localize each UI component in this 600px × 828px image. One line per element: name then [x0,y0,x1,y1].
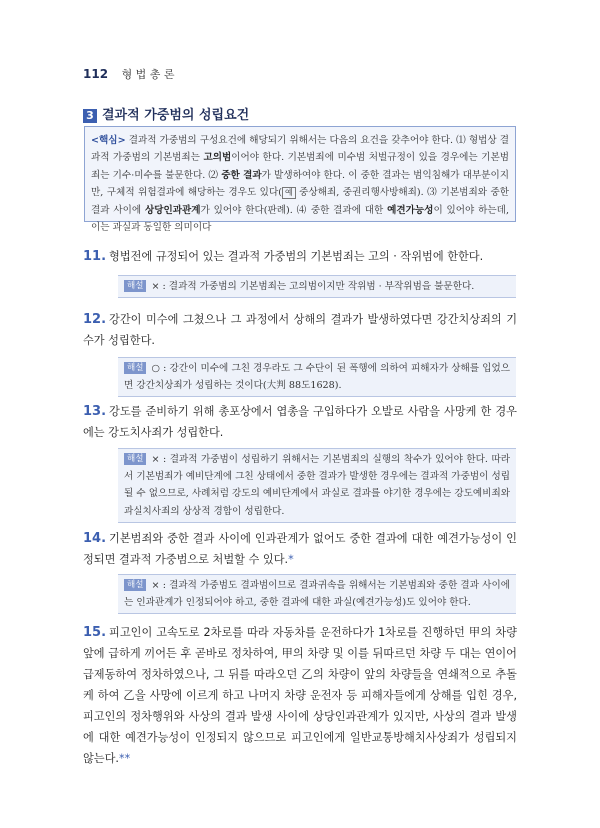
core-text: 가 발생하여야 한다. 이 중한 결과는 범익침해가 대부분이지만, 구체적 위험결과에 해당하는 경우도 있다( [91,169,509,199]
difficulty-stars: * [288,553,294,566]
question-number: 11. [83,249,107,264]
section-title: 결과적 가중범의 성립요건 [102,108,250,123]
difficulty-stars: ** [118,752,131,765]
core-text: 가 있어야 한다(판례). ⑷ 중한 결과에 대한 [200,204,388,216]
core-text: 중상해죄, 중권리행사방해죄). ⑶ 기본범죄와 중한 결과 사이에 [91,187,509,216]
question-text: 기본범죄와 중한 결과 사이에 인과관계가 없어도 중한 결과에 대한 예견가능성이 인정되면 결과적 가중범으로 처벌할 수 있다. [83,532,517,566]
book-title: 형 법 총 론 [121,68,175,81]
core-text: 결과적 가중범의 구성요건에 해당되기 위해서는 다음의 요건을 갖추어야 한다. ⑴ 형법상 결과적 가중범의 기본범죄는 [91,135,509,164]
page-header [83,66,175,82]
question-number: 13. [83,404,107,419]
question-text: 형법전에 규정되어 있는 결과적 가중범의 기본범죄는 고의 · 작위범에 한한다. [109,250,484,263]
question-item [83,401,517,443]
question-item [83,528,517,570]
answer-badge: 해설 [124,362,146,374]
example-tag: 예 [282,187,296,199]
core-keyword: 고의범 [203,152,232,164]
question-item [83,246,517,267]
question-text: 강도를 준비하기 위해 총포상에서 엽총을 구입하다가 오발로 사람을 사망케 한 경우에는 강도치사죄가 성립한다. [83,405,517,439]
question-number: 12. [83,312,107,327]
question-number: 14. [83,531,107,546]
answer-text: ○ : 강간이 미수에 그친 경우라도 그 수단이 된 폭행에 의하여 피해자가 상해를 입었으면 강간치상죄가 성립하는 것이다(大判 88도1628). [124,363,510,392]
section-number: 3 [83,109,97,123]
question-item [83,622,517,769]
answer-box [118,448,516,523]
core-summary-box [84,126,516,234]
core-keyword: 예견가능성 [387,204,434,216]
core-text: 이 있어야 하는데, 이는 과실과 동일한 의미이다 [91,204,509,234]
question-number: 15. [83,625,107,640]
page-number: 112 [83,67,109,81]
core-tag: <핵심> [91,135,126,146]
answer-badge: 해설 [124,579,146,591]
answer-box [118,574,516,614]
core-keyword: 중한 결과 [221,169,262,181]
core-text: 이어야 한다. 기본범죄에 미수범 처벌규정이 있을 경우에는 기본범죄는 기수·미수를 불문한다. ⑵ [91,152,509,181]
section-heading [83,104,249,123]
answer-box [118,357,516,397]
answer-badge: 해설 [124,280,146,292]
answer-text: × : 결과적 가중범이 성립하기 위해서는 기본범죄의 실행의 착수가 있어야 한다. 따라서 기본범죄가 예비단계에 그친 상태에서 중한 결과가 발생한 경우에는 결과적 가중범이 성립될 수 없으므로, 사례처럼 강도의 예비단계에서 과실로 결과를 야기한 경우에는 강도예비죄와 과실치사죄의 상상적 경합이 성립한다. [124,454,510,517]
answer-text: × : 결과적 가중범의 기본범죄는 고의범이지만 작위범 · 부작위범을 불문한다. [151,281,475,292]
question-text: 피고인이 고속도로 2차로를 따라 자동차를 운전하다가 1차로를 진행하던 甲의 차량 앞에 급하게 끼어든 후 곧바로 정차하여, 甲의 차량 및 이를 뒤따르던 차량 두 대는 연이어 급제동하여 정차하였으나, 그 뒤를 따라오던 乙의 차량이 앞의 차량들을 연쇄적으로 추돌케 하여 乙을 사망에 이르게 하고 나머지 차량 운전자 등 피해자들에게 상해를 입힌 경우, 피고인의 정차행위와 사상의 결과 발생 사이에 상당인과관계가 있지만, 사상의 결과 발생에 대한 예견가능성이 인정되지 않으므로 피고인에게 일반교통방해치사상죄가 성립되지 않는다. [83,626,517,765]
answer-badge: 해설 [124,453,146,465]
core-keyword: 상당인과관계 [144,204,201,216]
question-text: 강간이 미수에 그쳤으나 그 과정에서 상해의 결과가 발생하였다면 강간치상죄의 기수가 성립한다. [83,313,517,347]
question-item [83,309,517,351]
answer-box [118,275,516,298]
answer-text: × : 결과적 가중범도 결과범이므로 결과귀속을 위해서는 기본범죄와 중한 결과 사이에는 인과관계가 인정되어야 하고, 중한 결과에 대한 과실(예견가능성)도 있어야 한다. [124,580,510,609]
